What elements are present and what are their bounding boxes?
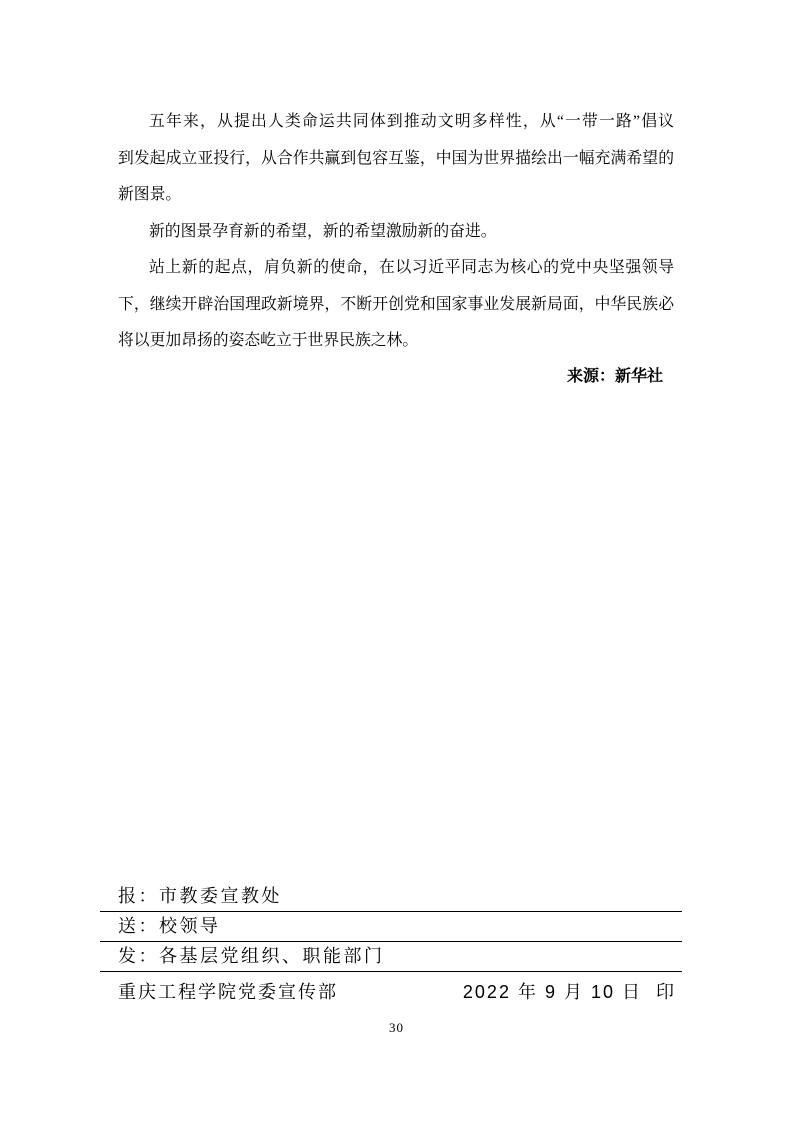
body-line: 站上新的起点，肩负新的使命，在以习近平同志为核心的党中央坚强领导 [149, 259, 674, 276]
body-line: 将以更加昂扬的姿态屹立于世界民族之林。 [118, 332, 419, 349]
issuing-department: 重庆工程学院党委宣传部 [118, 982, 338, 1002]
distribution-row: 送：校领导 [100, 912, 682, 942]
source-attribution: 来源：新华社 [566, 368, 663, 385]
distribution-row: 报：市教委宣教处 [100, 882, 682, 912]
page-number: 30 [389, 1020, 404, 1035]
body-line: 新图景。 [118, 186, 182, 203]
body-line: 到发起成立亚投行，从合作共赢到包容互鉴，中国为世界描绘出一幅充满希望的 [118, 149, 674, 167]
distribution-row: 发：各基层党组织、职能部门 [100, 942, 682, 972]
body-paragraphs [118, 104, 674, 360]
body-line: 下，继续开辟治国理政新境界，不断开创党和国家事业发展新局面，中华民族必 [118, 295, 674, 313]
distribution-list [100, 882, 682, 972]
body-line: 五年来，从提出人类命运共同体到推动文明多样性，从“一带一路”倡议 [149, 113, 674, 130]
body-line: 新的图景孕育新的希望，新的希望激励新的奋进。 [149, 222, 497, 240]
imprint-row [118, 977, 676, 1007]
print-date: 2022 年 9 月 10 日 印 [462, 982, 676, 1002]
